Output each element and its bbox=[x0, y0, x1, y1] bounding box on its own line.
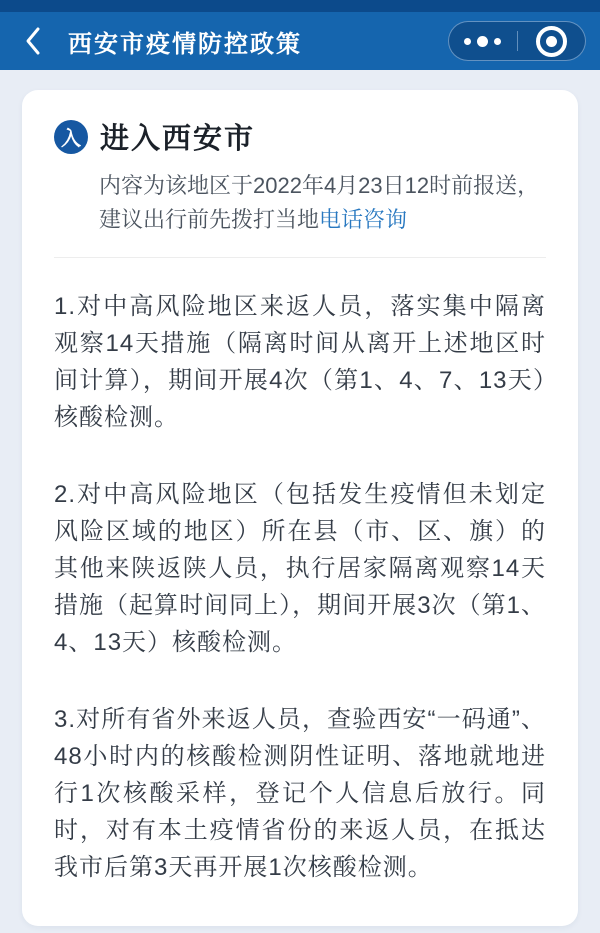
divider bbox=[54, 257, 546, 258]
back-chevron-icon bbox=[24, 26, 42, 56]
back-button[interactable] bbox=[24, 26, 50, 56]
section-header bbox=[54, 116, 546, 157]
status-bar bbox=[0, 0, 600, 12]
report-note-text: 内容为该地区于2022年4月23日12时前报送，建议出行前先拨打当地 bbox=[99, 173, 540, 232]
policy-paragraphs bbox=[54, 288, 546, 886]
top-navigation bbox=[0, 0, 600, 70]
phone-consult-link[interactable]: 电话咨询 bbox=[319, 207, 408, 232]
policy-paragraph: 2.对中高风险地区（包括发生疫情但未划定风险区域的地区）所在县（市、区、旗）的其他来陕返陕人员，执行居家隔离观察14天措施（起算时间同上），期间开展3次（第1、4、13天）核酸检测。 bbox=[54, 481, 546, 656]
section-title: 进入西安市 bbox=[100, 123, 256, 155]
exit-circle-dot bbox=[546, 36, 557, 47]
dot bbox=[464, 38, 471, 45]
exit-circle-icon bbox=[536, 26, 567, 57]
more-menu-button[interactable] bbox=[449, 22, 517, 60]
dot bbox=[477, 36, 488, 47]
policy-paragraph: 3.对所有省外来返人员，查验西安“一码通”、48小时内的核酸检测阴性证明、落地就地进行1次核酸采样，登记个人信息后放行。同时，对有本土疫情省份的来返人员，在抵达我市后第3天再开展1次核酸检测。 bbox=[54, 706, 546, 881]
wechat-capsule bbox=[448, 21, 586, 61]
enter-city-icon: 入 bbox=[54, 120, 88, 154]
content-area bbox=[0, 70, 600, 926]
policy-card bbox=[22, 90, 578, 926]
navbar bbox=[0, 12, 600, 70]
dot bbox=[494, 38, 501, 45]
page-title: 西安市疫情防控政策 bbox=[68, 30, 302, 58]
exit-mini-program-button[interactable] bbox=[518, 22, 586, 60]
ellipsis-icon bbox=[464, 36, 501, 47]
report-note bbox=[99, 169, 546, 237]
policy-paragraph: 1.对中高风险地区来返人员，落实集中隔离观察14天措施（隔离时间从离开上述地区时间计算），期间开展4次（第1、4、7、13天）核酸检测。 bbox=[54, 293, 546, 431]
